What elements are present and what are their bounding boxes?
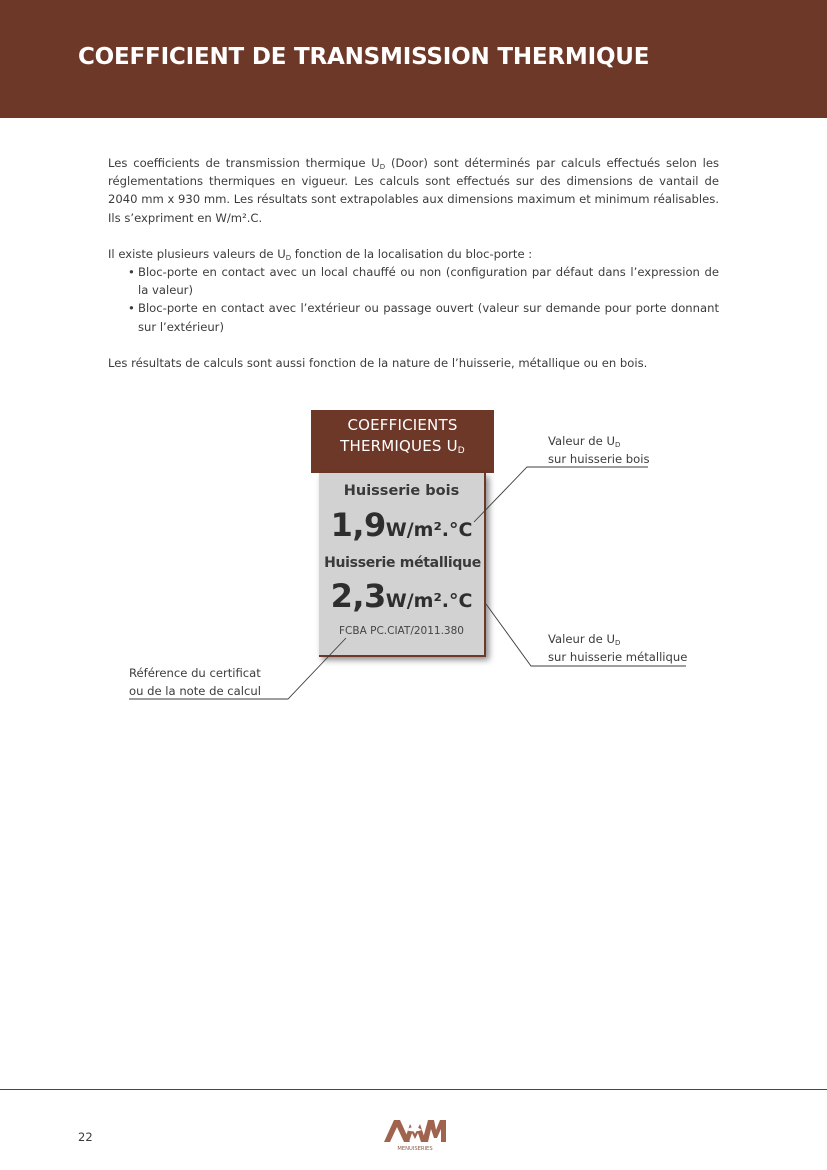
svg-text:MENUISERIES: MENUISERIES bbox=[397, 1146, 433, 1152]
thermal-label-panel bbox=[319, 473, 486, 657]
footer-rule bbox=[0, 1089, 827, 1090]
intro-text bbox=[108, 154, 719, 372]
intro-paragraph-2: Il existe plusieurs valeurs de $U_D$ fonction de la localisation du bloc-porte : bbox=[108, 246, 533, 262]
location-list bbox=[108, 263, 719, 336]
callout-metal: Valeur de $U_D$ sur huisserie métallique bbox=[548, 632, 688, 664]
certificate-reference: FCBA PC.CIAT/2011.380 bbox=[339, 625, 464, 637]
label-header-line-1: COEFFICIENTS bbox=[347, 416, 458, 434]
callout-reference: Référence du certificat ou de la note de calcul bbox=[129, 666, 261, 698]
callout-bois: Valeur de $U_D$ sur huisserie bois bbox=[548, 434, 650, 466]
list-item: • Bloc-porte en contact avec l’extérieur ou passage ouvert (valeur sur demande pour porte donnant sur l’extérieur) bbox=[108, 299, 719, 335]
metal-title: Huisserie métallique bbox=[324, 555, 481, 571]
label-header bbox=[311, 410, 494, 473]
page-header bbox=[0, 0, 827, 118]
bois-title: Huisserie bois bbox=[343, 483, 460, 499]
bois-value: 1,9W/m².°C bbox=[330, 506, 473, 544]
list-item: • Bloc-porte en contact avec un local chauffé ou non (configuration par défaut dans l’expression de la valeur) bbox=[108, 263, 719, 299]
metal-value: 2,3W/m².°C bbox=[330, 577, 473, 615]
callout-line-bois bbox=[474, 467, 648, 522]
amm-logo bbox=[382, 1116, 448, 1152]
intro-paragraph-1: Les coefficients de transmission thermique $U_D$ (Door) sont déterminés par calculs effectués selon les réglementations thermiques en vigueur. Les calculs sont effectués sur des dimensions de vantail de 2040 mm x 930 mm. Les résultats sont extrapolables aux dimensions maximum et minimum réalisables. Ils s’expriment en W/m².C. bbox=[108, 156, 720, 225]
label-header-line-2: THERMIQUES $U_D$ bbox=[340, 437, 465, 456]
page-number: 22 bbox=[78, 1130, 93, 1144]
page-title: COEFFICIENT DE TRANSMISSION THERMIQUE bbox=[78, 44, 650, 70]
intro-paragraph-3: Les résultats de calculs sont aussi fonction de la nature de l’huisserie, métallique ou en bois. bbox=[108, 355, 648, 370]
